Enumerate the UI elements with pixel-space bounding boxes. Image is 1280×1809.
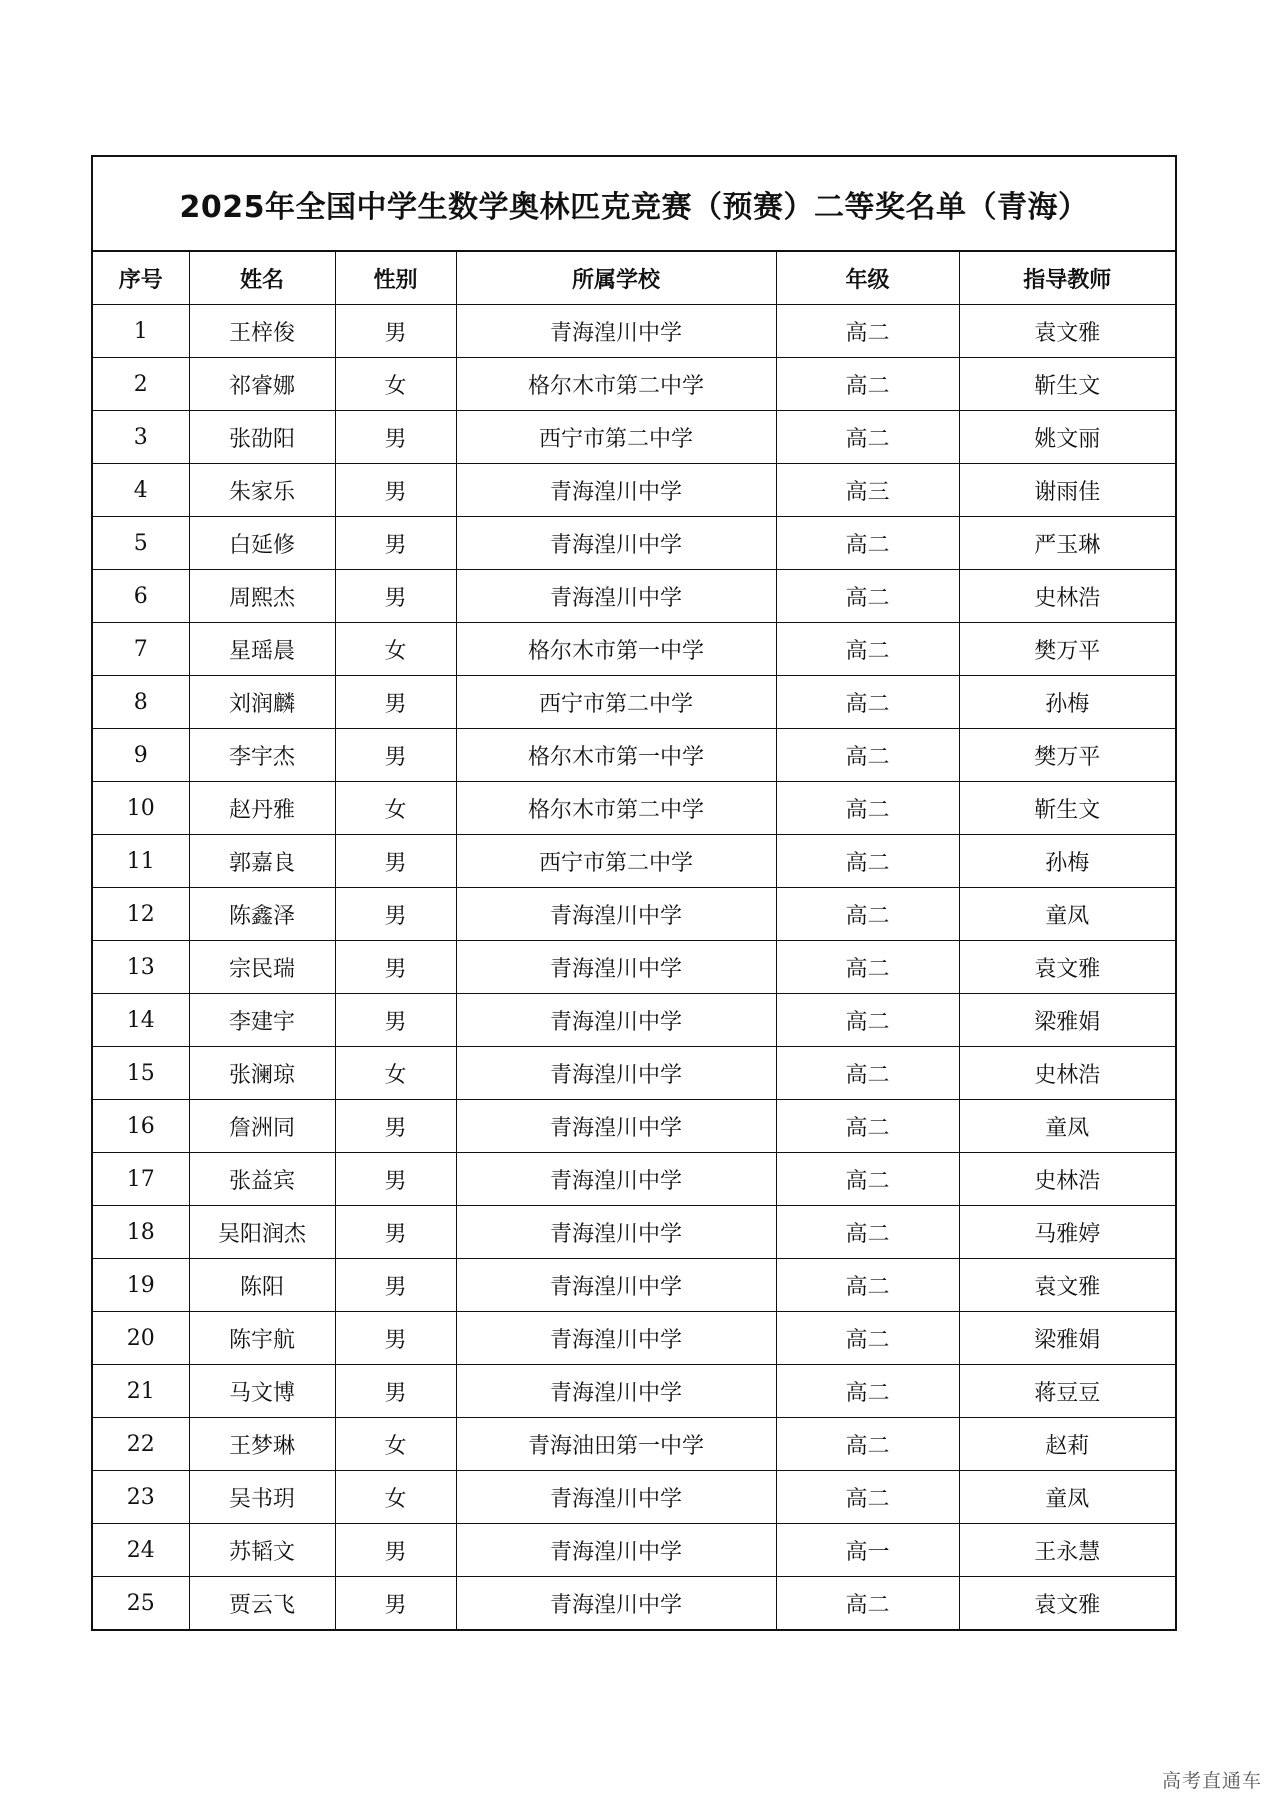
table-row [93, 1471, 1175, 1524]
cell-school: 青海湟川中学 [456, 1312, 776, 1365]
cell-teacher: 靳生文 [959, 358, 1175, 411]
cell-name: 白延修 [189, 517, 335, 570]
page-title: 2025年全国中学生数学奥林匹克竞赛（预赛）二等奖名单（青海） [179, 189, 1089, 225]
table-row [93, 994, 1175, 1047]
cell-teacher: 孙梅 [959, 835, 1175, 888]
cell-gender: 女 [335, 1471, 456, 1524]
cell-index: 18 [93, 1206, 189, 1259]
cell-grade: 高二 [776, 1312, 959, 1365]
table-row [93, 1047, 1175, 1100]
cell-index: 7 [93, 623, 189, 676]
cell-school: 青海湟川中学 [456, 1206, 776, 1259]
table-row [93, 941, 1175, 994]
cell-gender: 男 [335, 1153, 456, 1206]
cell-index: 21 [93, 1365, 189, 1418]
cell-school: 青海湟川中学 [456, 1577, 776, 1630]
award-list-sheet [91, 155, 1177, 1631]
cell-teacher: 严玉琳 [959, 517, 1175, 570]
cell-gender: 女 [335, 782, 456, 835]
cell-index: 3 [93, 411, 189, 464]
cell-grade: 高二 [776, 782, 959, 835]
cell-index: 24 [93, 1524, 189, 1577]
cell-teacher: 孙梅 [959, 676, 1175, 729]
cell-teacher: 蒋豆豆 [959, 1365, 1175, 1418]
table-row [93, 676, 1175, 729]
cell-name: 郭嘉良 [189, 835, 335, 888]
cell-gender: 男 [335, 835, 456, 888]
table-row [93, 888, 1175, 941]
cell-name: 马文博 [189, 1365, 335, 1418]
cell-index: 11 [93, 835, 189, 888]
cell-gender: 女 [335, 623, 456, 676]
cell-gender: 男 [335, 941, 456, 994]
cell-index: 5 [93, 517, 189, 570]
cell-teacher: 樊万平 [959, 729, 1175, 782]
cell-name: 李宇杰 [189, 729, 335, 782]
cell-school: 青海湟川中学 [456, 888, 776, 941]
column-header-name: 姓名 [189, 252, 335, 305]
cell-teacher: 童凤 [959, 1471, 1175, 1524]
cell-name: 张劭阳 [189, 411, 335, 464]
cell-teacher: 靳生文 [959, 782, 1175, 835]
cell-school: 青海湟川中学 [456, 1471, 776, 1524]
cell-name: 吴阳润杰 [189, 1206, 335, 1259]
cell-index: 13 [93, 941, 189, 994]
cell-grade: 高二 [776, 1047, 959, 1100]
cell-gender: 男 [335, 729, 456, 782]
cell-school: 西宁市第二中学 [456, 676, 776, 729]
cell-school: 青海油田第一中学 [456, 1418, 776, 1471]
cell-name: 苏韬文 [189, 1524, 335, 1577]
cell-teacher: 袁文雅 [959, 1577, 1175, 1630]
cell-gender: 男 [335, 1365, 456, 1418]
table-row [93, 411, 1175, 464]
cell-school: 青海湟川中学 [456, 1153, 776, 1206]
cell-index: 12 [93, 888, 189, 941]
cell-school: 青海湟川中学 [456, 1100, 776, 1153]
cell-name: 詹洲同 [189, 1100, 335, 1153]
cell-grade: 高一 [776, 1524, 959, 1577]
cell-grade: 高二 [776, 835, 959, 888]
table-row [93, 623, 1175, 676]
cell-teacher: 谢雨佳 [959, 464, 1175, 517]
table-row [93, 1365, 1175, 1418]
cell-name: 星瑶晨 [189, 623, 335, 676]
cell-grade: 高二 [776, 1365, 959, 1418]
cell-name: 张益宾 [189, 1153, 335, 1206]
cell-school: 青海湟川中学 [456, 305, 776, 358]
column-header-teacher: 指导教师 [959, 252, 1175, 305]
cell-teacher: 袁文雅 [959, 1259, 1175, 1312]
table-row [93, 1153, 1175, 1206]
cell-gender: 男 [335, 1206, 456, 1259]
column-header-gender: 性别 [335, 252, 456, 305]
cell-gender: 男 [335, 994, 456, 1047]
table-row [93, 464, 1175, 517]
cell-grade: 高二 [776, 676, 959, 729]
cell-name: 陈阳 [189, 1259, 335, 1312]
table-row [93, 305, 1175, 358]
cell-index: 25 [93, 1577, 189, 1630]
cell-name: 朱家乐 [189, 464, 335, 517]
table-row [93, 1312, 1175, 1365]
table-row [93, 729, 1175, 782]
table-row [93, 358, 1175, 411]
cell-index: 1 [93, 305, 189, 358]
cell-school: 格尔木市第一中学 [456, 729, 776, 782]
cell-teacher: 童凤 [959, 888, 1175, 941]
cell-school: 西宁市第二中学 [456, 411, 776, 464]
table-row [93, 570, 1175, 623]
cell-index: 16 [93, 1100, 189, 1153]
cell-name: 吴书玥 [189, 1471, 335, 1524]
cell-name: 刘润麟 [189, 676, 335, 729]
cell-gender: 男 [335, 570, 456, 623]
cell-school: 青海湟川中学 [456, 1047, 776, 1100]
cell-name: 赵丹雅 [189, 782, 335, 835]
cell-teacher: 史林浩 [959, 1047, 1175, 1100]
cell-grade: 高二 [776, 517, 959, 570]
cell-grade: 高二 [776, 1153, 959, 1206]
cell-grade: 高二 [776, 358, 959, 411]
cell-school: 青海湟川中学 [456, 464, 776, 517]
cell-grade: 高二 [776, 570, 959, 623]
table-row [93, 1100, 1175, 1153]
cell-gender: 男 [335, 1524, 456, 1577]
cell-school: 青海湟川中学 [456, 517, 776, 570]
cell-gender: 男 [335, 464, 456, 517]
cell-index: 22 [93, 1418, 189, 1471]
cell-index: 6 [93, 570, 189, 623]
cell-grade: 高二 [776, 729, 959, 782]
cell-grade: 高二 [776, 623, 959, 676]
cell-teacher: 袁文雅 [959, 941, 1175, 994]
cell-teacher: 王永慧 [959, 1524, 1175, 1577]
cell-teacher: 史林浩 [959, 1153, 1175, 1206]
table-row [93, 835, 1175, 888]
cell-name: 周熙杰 [189, 570, 335, 623]
cell-school: 青海湟川中学 [456, 994, 776, 1047]
cell-gender: 女 [335, 1047, 456, 1100]
column-header-grade: 年级 [776, 252, 959, 305]
cell-index: 10 [93, 782, 189, 835]
cell-teacher: 马雅婷 [959, 1206, 1175, 1259]
cell-index: 2 [93, 358, 189, 411]
cell-index: 17 [93, 1153, 189, 1206]
cell-school: 青海湟川中学 [456, 1259, 776, 1312]
table-body [93, 305, 1175, 1630]
cell-name: 李建宇 [189, 994, 335, 1047]
cell-school: 格尔木市第二中学 [456, 358, 776, 411]
cell-school: 格尔木市第二中学 [456, 782, 776, 835]
cell-school: 青海湟川中学 [456, 570, 776, 623]
cell-gender: 男 [335, 1312, 456, 1365]
cell-teacher: 史林浩 [959, 570, 1175, 623]
cell-teacher: 童凤 [959, 1100, 1175, 1153]
cell-index: 19 [93, 1259, 189, 1312]
table-row [93, 1206, 1175, 1259]
table-row [93, 517, 1175, 570]
cell-name: 宗民瑞 [189, 941, 335, 994]
cell-gender: 女 [335, 358, 456, 411]
cell-school: 西宁市第二中学 [456, 835, 776, 888]
cell-index: 9 [93, 729, 189, 782]
cell-grade: 高二 [776, 1577, 959, 1630]
award-table [93, 252, 1175, 1629]
cell-gender: 男 [335, 517, 456, 570]
cell-school: 青海湟川中学 [456, 1365, 776, 1418]
cell-teacher: 姚文丽 [959, 411, 1175, 464]
table-header [93, 252, 1175, 305]
cell-name: 王梓俊 [189, 305, 335, 358]
cell-teacher: 樊万平 [959, 623, 1175, 676]
cell-grade: 高二 [776, 1418, 959, 1471]
cell-grade: 高二 [776, 1100, 959, 1153]
cell-grade: 高二 [776, 888, 959, 941]
cell-index: 15 [93, 1047, 189, 1100]
cell-teacher: 赵莉 [959, 1418, 1175, 1471]
cell-gender: 女 [335, 1418, 456, 1471]
cell-school: 格尔木市第一中学 [456, 623, 776, 676]
cell-school: 青海湟川中学 [456, 1524, 776, 1577]
cell-name: 贾云飞 [189, 1577, 335, 1630]
cell-gender: 男 [335, 1259, 456, 1312]
cell-teacher: 袁文雅 [959, 305, 1175, 358]
watermark: 高考直通车 [1161, 1770, 1262, 1792]
cell-grade: 高二 [776, 411, 959, 464]
cell-grade: 高二 [776, 1471, 959, 1524]
cell-index: 20 [93, 1312, 189, 1365]
cell-gender: 男 [335, 1577, 456, 1630]
cell-index: 23 [93, 1471, 189, 1524]
table-row [93, 1259, 1175, 1312]
cell-name: 王梦琳 [189, 1418, 335, 1471]
cell-school: 青海湟川中学 [456, 941, 776, 994]
cell-grade: 高二 [776, 1206, 959, 1259]
cell-grade: 高二 [776, 1259, 959, 1312]
cell-index: 8 [93, 676, 189, 729]
column-header-index: 序号 [93, 252, 189, 305]
cell-gender: 男 [335, 411, 456, 464]
cell-teacher: 梁雅娟 [959, 1312, 1175, 1365]
cell-name: 张澜琼 [189, 1047, 335, 1100]
cell-grade: 高三 [776, 464, 959, 517]
cell-grade: 高二 [776, 941, 959, 994]
cell-gender: 男 [335, 1100, 456, 1153]
cell-grade: 高二 [776, 305, 959, 358]
cell-gender: 男 [335, 676, 456, 729]
cell-teacher: 梁雅娟 [959, 994, 1175, 1047]
header-row [93, 252, 1175, 305]
cell-name: 祁睿娜 [189, 358, 335, 411]
cell-name: 陈鑫泽 [189, 888, 335, 941]
table-row [93, 782, 1175, 835]
cell-gender: 男 [335, 305, 456, 358]
cell-gender: 男 [335, 888, 456, 941]
table-row [93, 1418, 1175, 1471]
cell-grade: 高二 [776, 994, 959, 1047]
title-bar [93, 157, 1175, 252]
cell-name: 陈宇航 [189, 1312, 335, 1365]
cell-index: 14 [93, 994, 189, 1047]
table-row [93, 1524, 1175, 1577]
cell-index: 4 [93, 464, 189, 517]
table-row [93, 1577, 1175, 1630]
column-header-school: 所属学校 [456, 252, 776, 305]
